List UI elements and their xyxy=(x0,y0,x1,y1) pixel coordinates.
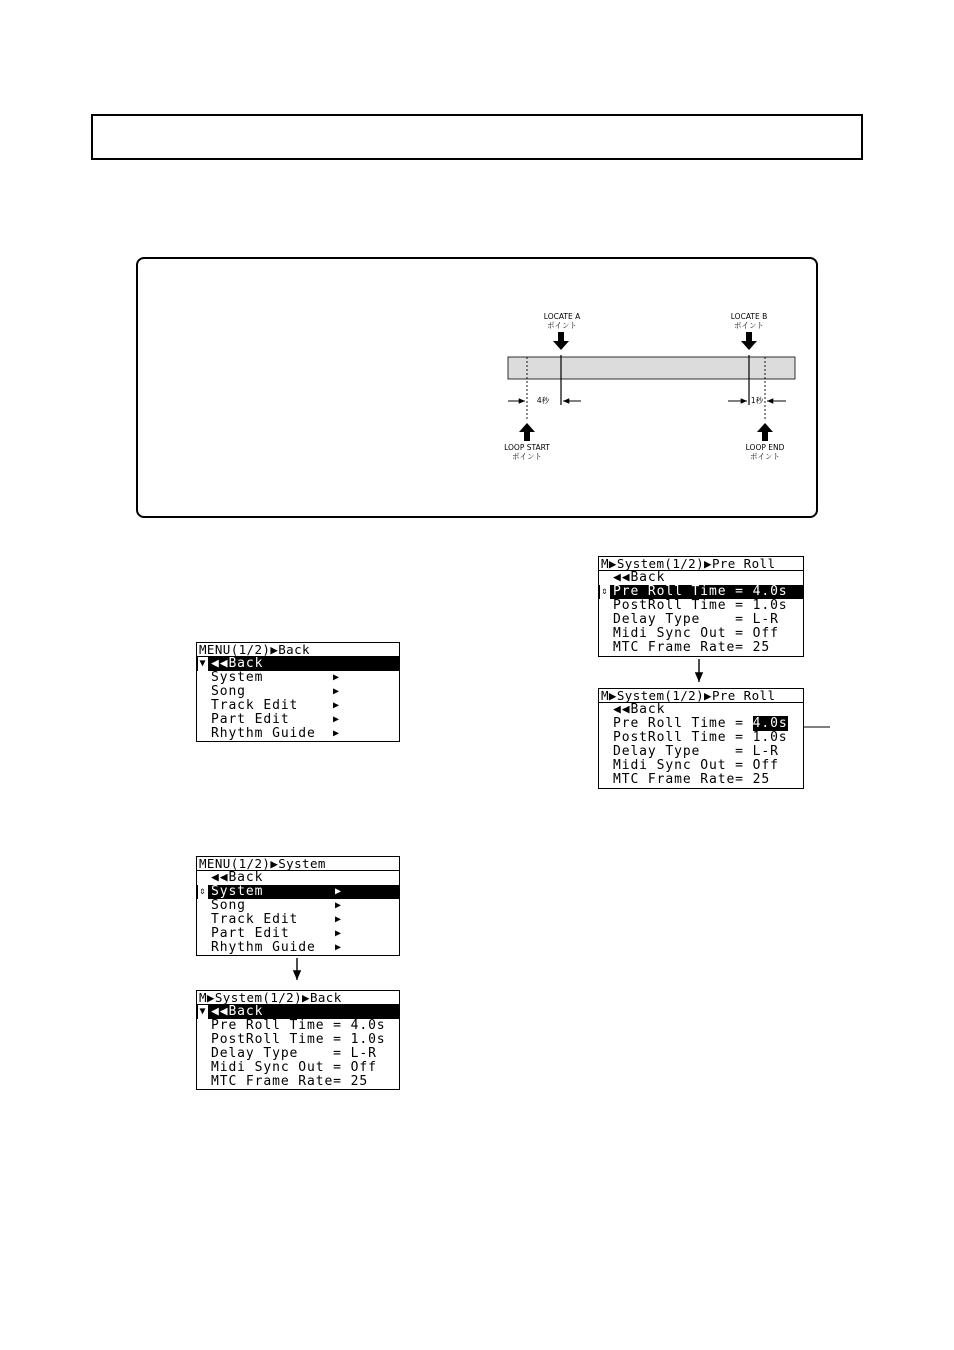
loop-start-label: LOOP START ポイント xyxy=(504,443,550,461)
param-mtc-frame-rate[interactable]: MTC Frame Rate= 25 xyxy=(613,640,771,655)
menu-item-back[interactable]: ▼ ◀◀Back xyxy=(197,1005,399,1019)
param-delay-type[interactable]: Delay Type = L-R xyxy=(613,612,779,627)
menu-item-part-edit[interactable]: Part Edit ▶ xyxy=(211,712,340,727)
cursor-updown-icon: ⇕ xyxy=(601,586,609,597)
menu-item-track-edit[interactable]: Track Edit ▶ xyxy=(211,698,340,713)
locate-b-label: LOCATE B ポイント xyxy=(730,312,768,330)
menu-item-rhythm-guide[interactable]: Rhythm Guide ▶ xyxy=(211,726,340,741)
menu-item-system[interactable]: System ▶ xyxy=(211,670,340,685)
param-post-roll-time[interactable]: PostRoll Time = 1.0s xyxy=(613,730,788,745)
loop-start-arrow-icon xyxy=(519,423,535,441)
menu-item-part-edit[interactable]: Part Edit ▶ xyxy=(211,926,342,941)
cursor-down-icon: ▼ xyxy=(199,658,207,669)
param-pre-roll-time[interactable]: Pre Roll Time = 4.0s xyxy=(613,716,788,731)
lcd-header: M▶System(1/2)▶Back xyxy=(197,991,399,1005)
loop-end-arrow-icon xyxy=(757,423,773,441)
param-delay-type[interactable]: Delay Type = L-R xyxy=(613,744,779,759)
param-mtc-frame-rate[interactable]: MTC Frame Rate= 25 xyxy=(613,772,771,787)
menu-item-system[interactable]: ⇕ System ▶ xyxy=(197,885,399,899)
locate-a-label: LOCATE A ポイント xyxy=(543,312,581,330)
submenu-arrow-icon: ▶ xyxy=(335,900,342,911)
lcd-header: MENU(1/2)▶System xyxy=(197,857,399,871)
lcd-header: MENU(1/2)▶Back xyxy=(197,643,399,657)
menu-item-song[interactable]: Song ▶ xyxy=(211,898,342,913)
submenu-arrow-icon: ▶ xyxy=(333,728,340,739)
submenu-arrow-icon: ▶ xyxy=(335,886,342,897)
pre-interval-label: 4秒 xyxy=(536,396,550,405)
lcd-header: M▶System(1/2)▶Pre Roll xyxy=(599,689,803,703)
menu-item-rhythm-guide[interactable]: Rhythm Guide ▶ xyxy=(211,940,342,955)
menu-item-back[interactable]: ▼ ◀◀Back xyxy=(197,657,399,671)
submenu-arrow-icon: ▶ xyxy=(333,714,340,725)
post-interval-label: 1秒 xyxy=(750,396,764,405)
lcd-system-preroll-edit xyxy=(598,688,804,789)
locate-a-arrow-icon xyxy=(553,332,569,350)
loop-end-label: LOOP END ポイント xyxy=(745,443,785,461)
cursor-updown-icon: ⇕ xyxy=(199,886,207,897)
locate-b-arrow-icon xyxy=(741,332,757,350)
menu-item-back[interactable]: ◀◀Back xyxy=(211,870,264,885)
cursor-down-icon: ▼ xyxy=(199,1006,207,1017)
menu-item-song[interactable]: Song ▶ xyxy=(211,684,340,699)
lcd-menu-back xyxy=(196,642,400,742)
param-pre-roll-time[interactable]: ⇕ Pre Roll Time = 4.0s xyxy=(599,585,803,599)
param-post-roll-time[interactable]: PostRoll Time = 1.0s xyxy=(613,598,788,613)
lcd-system-back xyxy=(196,990,400,1090)
menu-item-back[interactable]: ◀◀Back xyxy=(613,570,666,585)
param-mtc-frame-rate[interactable]: MTC Frame Rate= 25 xyxy=(211,1074,369,1089)
lcd-system-preroll xyxy=(598,556,804,657)
param-midi-sync-out[interactable]: Midi Sync Out = Off xyxy=(613,758,779,773)
param-midi-sync-out[interactable]: Midi Sync Out = Off xyxy=(211,1060,377,1075)
param-pre-roll-time[interactable]: Pre Roll Time = 4.0s xyxy=(211,1018,386,1033)
submenu-arrow-icon: ▶ xyxy=(335,914,342,925)
lcd-header: M▶System(1/2)▶Pre Roll xyxy=(599,557,803,571)
param-post-roll-time[interactable]: PostRoll Time = 1.0s xyxy=(211,1032,386,1047)
submenu-arrow-icon: ▶ xyxy=(335,928,342,939)
submenu-arrow-icon: ▶ xyxy=(333,700,340,711)
pre-roll-value-field[interactable]: 4.0s xyxy=(752,716,788,731)
lcd-menu-system xyxy=(196,856,400,956)
submenu-arrow-icon: ▶ xyxy=(333,686,340,697)
submenu-arrow-icon: ▶ xyxy=(335,942,342,953)
timeline-bar xyxy=(508,357,795,379)
menu-item-back[interactable]: ◀◀Back xyxy=(613,702,666,717)
param-delay-type[interactable]: Delay Type = L-R xyxy=(211,1046,377,1061)
menu-item-track-edit[interactable]: Track Edit ▶ xyxy=(211,912,342,927)
param-midi-sync-out[interactable]: Midi Sync Out = Off xyxy=(613,626,779,641)
submenu-arrow-icon: ▶ xyxy=(333,672,340,683)
